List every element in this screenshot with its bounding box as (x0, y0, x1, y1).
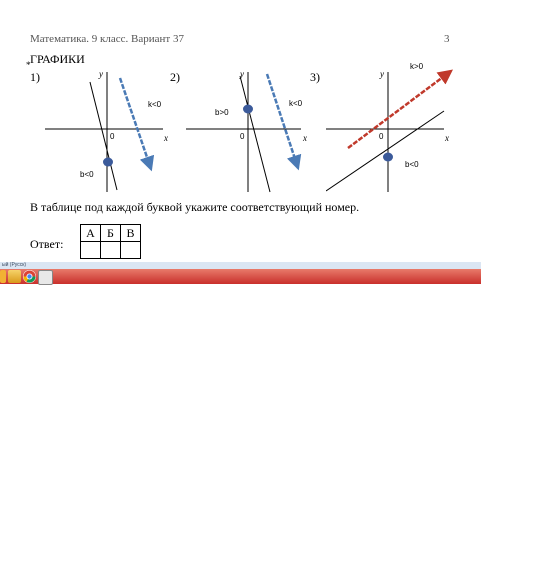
graph-line (326, 111, 444, 191)
graph-line (240, 76, 270, 192)
b-label: b<0 (405, 160, 419, 169)
taskbar (0, 269, 481, 284)
window-icon[interactable] (38, 270, 53, 285)
answer-label: Ответ: (30, 237, 64, 251)
k-line (120, 78, 151, 169)
section-title: ГРАФИКИ (30, 52, 85, 66)
axis-y-label: y (240, 69, 244, 79)
origin-label: 0 (240, 132, 245, 141)
b-dot (383, 153, 393, 162)
asterisk-mark: * (26, 60, 31, 70)
answer-column-header: А (81, 225, 101, 242)
answer-column-header: Б (101, 225, 121, 242)
graph-3 (326, 62, 456, 194)
answer-cell[interactable] (81, 242, 101, 259)
graph-1-number: 1) (30, 70, 40, 84)
origin-label: 0 (110, 132, 115, 141)
window-caption: ый (Русск) (2, 262, 27, 268)
b-dot (103, 158, 113, 167)
axis-x-label: x (303, 133, 307, 143)
page-header: Математика. 9 класс. Вариант 37 (30, 33, 184, 45)
start-orb-icon[interactable] (0, 270, 6, 283)
graph-1 (45, 62, 175, 194)
origin-label: 0 (379, 132, 384, 141)
page-number: 3 (444, 33, 450, 45)
b-dot (243, 105, 253, 114)
k-label: k<0 (148, 100, 162, 109)
folder-icon[interactable] (8, 270, 21, 283)
k-label: k>0 (410, 62, 424, 71)
instruction-text: В таблице под каждой буквой укажите соответствующий номер. (30, 200, 360, 214)
axis-x-label: x (445, 133, 449, 143)
axis-x-label: x (164, 133, 168, 143)
axis-y-label: y (380, 69, 384, 79)
graph-2 (186, 62, 316, 194)
k-label: k<0 (289, 99, 303, 108)
answer-cell[interactable] (121, 242, 141, 259)
k-line (348, 71, 451, 148)
b-label: b>0 (215, 108, 229, 117)
chrome-icon[interactable] (23, 270, 36, 283)
answer-column-header: В (121, 225, 141, 242)
k-line (267, 74, 298, 168)
answer-table (80, 224, 141, 259)
graph-2-number: 2) (170, 70, 180, 84)
b-label: b<0 (80, 170, 94, 179)
answer-cell[interactable] (101, 242, 121, 259)
graph-3-number: 3) (310, 70, 320, 84)
axis-y-label: y (99, 69, 103, 79)
